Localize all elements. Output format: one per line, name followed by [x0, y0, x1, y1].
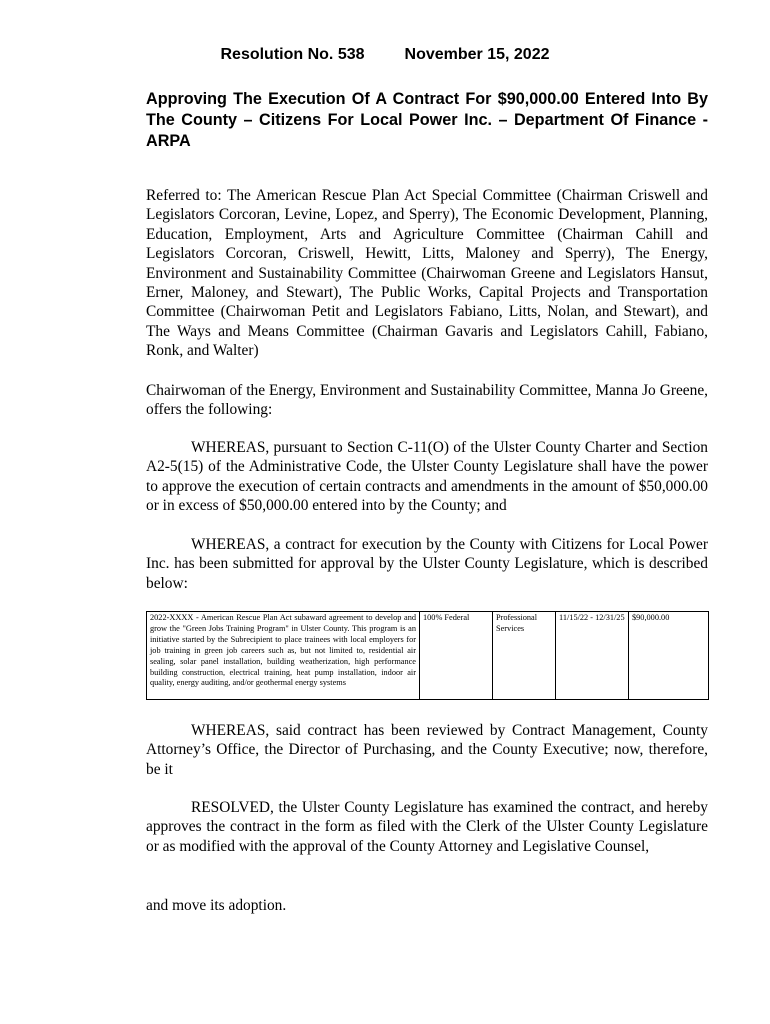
- whereas-authority-paragraph: WHEREAS, pursuant to Section C-11(O) of the Ulster County Charter and Section A2-5(15) of the Administrative Code, the Ulster County Legislature shall have the power to approve the execution of certain contracts and amendments in the amount of $50,000.00 or in excess of $50,000.00 entered into by the County; and: [146, 439, 708, 515]
- resolution-date: November 15, 2022: [404, 46, 550, 63]
- whereas-contract-paragraph: WHEREAS, a contract for execution by the County with Citizens for Local Power Inc. has been submitted for approval by the Ulster County Legislature, which is described below:: [146, 536, 708, 592]
- adoption-paragraph: and move its adoption.: [146, 897, 287, 914]
- offer-paragraph: Chairwoman of the Energy, Environment and Sustainability Committee, Manna Jo Greene, offers the following:: [146, 382, 708, 419]
- resolution-title: Approving The Execution Of A Contract For $90,000.00 Entered Into By The County – Citizens For Local Power Inc. – Department Of Finance - ARPA: [146, 90, 708, 150]
- contract-funding-cell: 100% Federal: [420, 612, 493, 700]
- referred-to-paragraph: Referred to: The American Rescue Plan Act Special Committee (Chairman Criswell and Legislators Corcoran, Levine, Lopez, and Sperry), The Economic Development, Planning, Education, Employment, Arts and Agriculture Committee (Chairman Cahill and Legislators Corcoran, Criswell, Hewitt, Litts, Maloney and Sperry), The Energy, Environment and Sustainability Committee (Chairwoman Greene and Legislators Hansut, Erner, Maloney, and Stewart), The Public Works, Capital Projects and Transportation Committee (Chairwoman Petit and Legislators Fabiano, Litts, Nolan, and Stewart), and The Ways and Means Committee (Chairman Gavaris and Legislators Cahill, Fabiano, Ronk, and Walter): [146, 187, 708, 360]
- contract-term-cell: 11/15/22 - 12/31/25: [556, 612, 629, 700]
- contract-amount-cell: $90,000.00: [629, 612, 709, 700]
- resolved-paragraph: RESOLVED, the Ulster County Legislature has examined the contract, and hereby approves the contract in the form as filed with the Clerk of the Ulster County Legislature or as modified with the approval of the County Attorney and Legislative Counsel,: [146, 799, 708, 855]
- contract-type-cell: Professional Services: [493, 612, 556, 700]
- contract-table: [146, 611, 709, 700]
- resolution-number: Resolution No. 538: [220, 46, 365, 63]
- table-row: [147, 612, 709, 700]
- resolution-header: [0, 46, 770, 64]
- whereas-reviewed-paragraph: WHEREAS, said contract has been reviewed by Contract Management, County Attorney’s Office, the Director of Purchasing, and the County Executive; now, therefore, be it: [146, 722, 708, 778]
- contract-description-cell: 2022-XXXX - American Rescue Plan Act subaward agreement to develop and grow the "Green Jobs Training Program" in Ulster County. This program is an initiative started by the Subrecipient to place trainees with local employers for job training in green job careers such as, but not limited to, residential air sealing, solar panel installation, building weatherization, high performance building construction, electrical training, heat pump installation, indoor air quality, energy auditing, and/or geothermal energy systems: [147, 612, 420, 700]
